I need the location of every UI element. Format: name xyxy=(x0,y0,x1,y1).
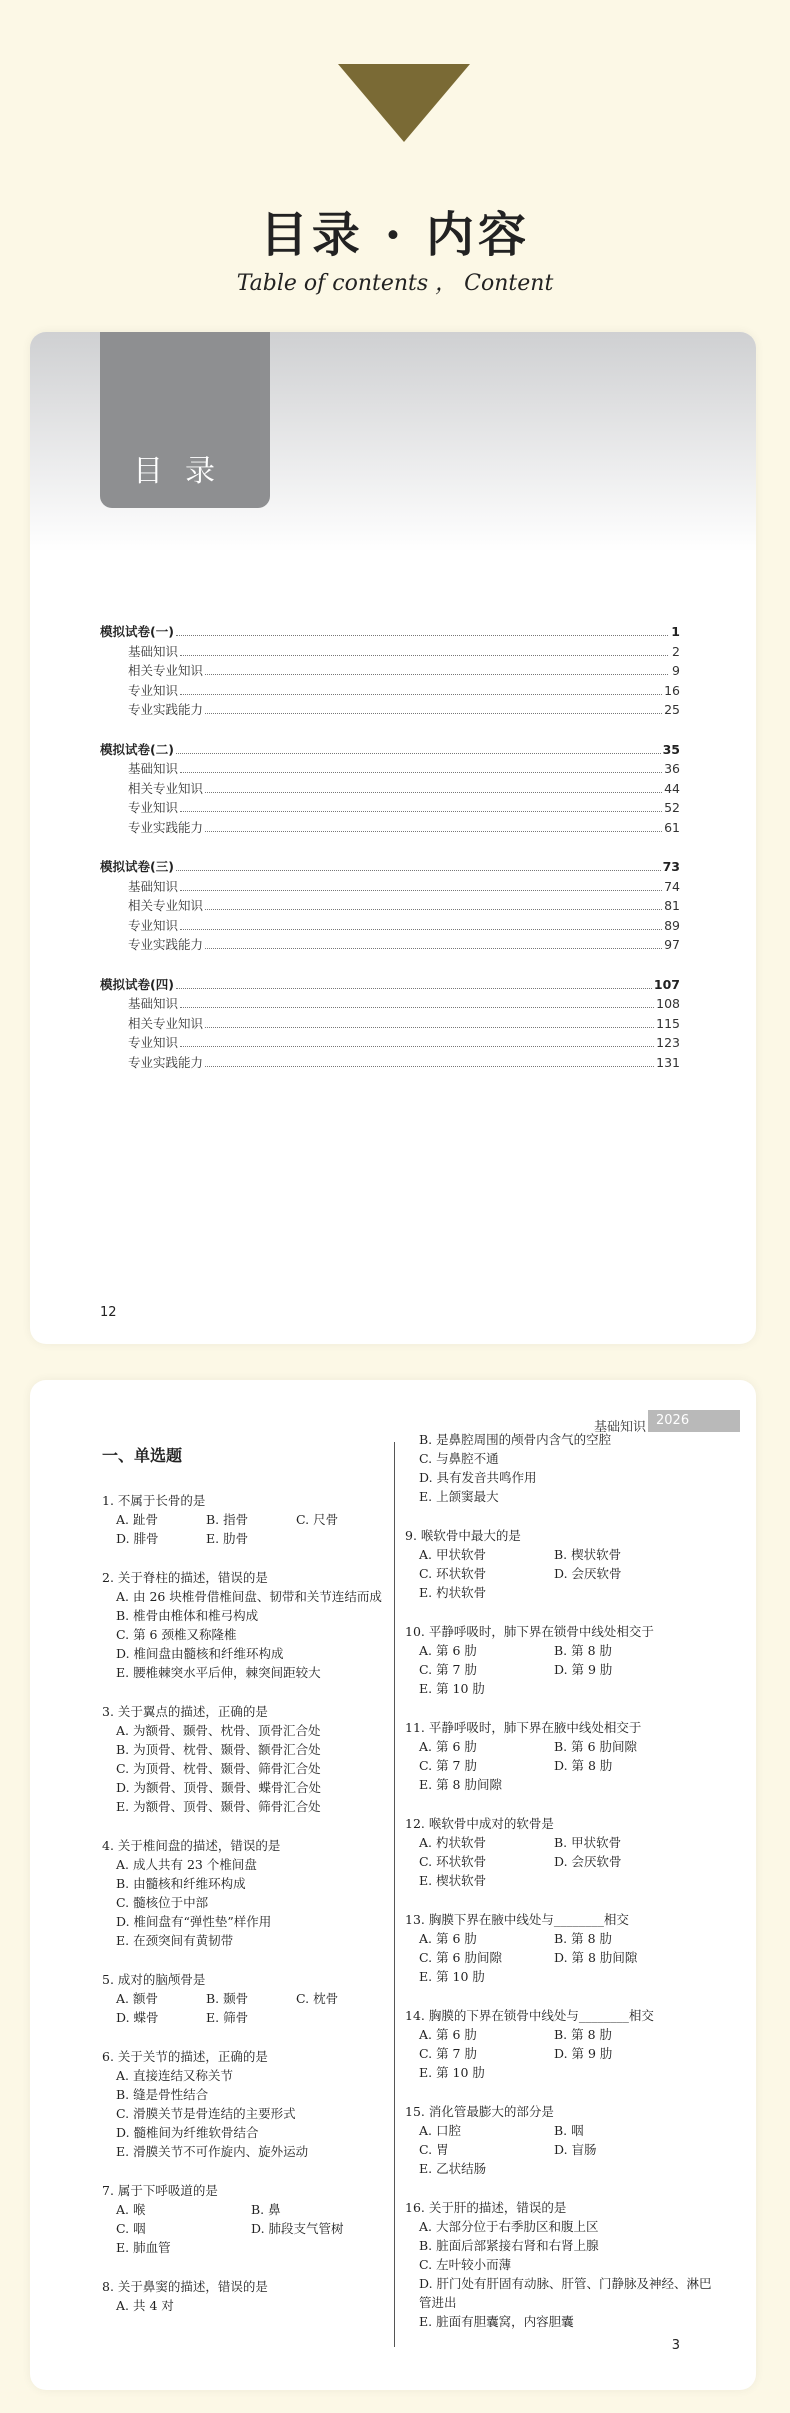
option: E. 第 10 肋 xyxy=(419,1969,485,1984)
option-row xyxy=(419,1641,715,1660)
question xyxy=(102,1970,402,2027)
option: D. 椎间盘由髓核和纤维环构成 xyxy=(116,1646,284,1661)
toc-leader-dots xyxy=(176,976,652,989)
page-title: 目录 · 内容 xyxy=(259,207,531,263)
option: E. 肋骨 xyxy=(206,1531,249,1546)
option-row xyxy=(419,1948,715,1967)
option: E. 脏面有胆囊窝，内容胆囊 xyxy=(419,2314,574,2329)
exam-card xyxy=(30,1380,756,2390)
option: B. 第 8 肋 xyxy=(554,1643,613,1658)
option: D. 第 9 肋 xyxy=(554,2046,613,2061)
toc-entry-exam xyxy=(100,740,680,760)
option: B. 甲状软骨 xyxy=(554,1835,622,1850)
question-options xyxy=(405,1929,715,1986)
question-stem: 1. 不属于长骨的是 xyxy=(102,1493,206,1508)
option-row xyxy=(419,2121,715,2140)
option-row xyxy=(419,2025,715,2044)
question xyxy=(102,2181,402,2257)
option: C. 尺骨 xyxy=(296,1512,339,1527)
toc-leader-dots xyxy=(180,878,662,891)
option: B. 第 8 肋 xyxy=(554,1931,613,1946)
question xyxy=(405,1430,715,1506)
question-options xyxy=(102,1510,402,1548)
question xyxy=(405,2198,715,2331)
toc-list xyxy=(100,622,680,1092)
page-number: 12 xyxy=(100,1305,117,1320)
toc-leader-dots xyxy=(205,936,662,949)
option: B. 颞骨 xyxy=(206,1991,249,2006)
toc-entry-page: 89 xyxy=(664,917,680,933)
question-options xyxy=(405,1430,715,1506)
toc-leader-dots xyxy=(180,799,662,812)
option-row xyxy=(116,1529,402,1548)
toc-leader-dots xyxy=(205,819,662,832)
toc-entry-subject xyxy=(100,1033,680,1053)
question-stem: 6. 关于关节的描述，正确的是 xyxy=(102,2049,268,2064)
question-stem: 14. 胸膜的下界在锁骨中线处与________相交 xyxy=(405,2008,654,2023)
option: E. 楔状软骨 xyxy=(419,1873,487,1888)
question-options xyxy=(405,2121,715,2178)
option-row xyxy=(116,2008,402,2027)
toc-entry-subject xyxy=(100,681,680,701)
question xyxy=(102,1568,402,1682)
option-row xyxy=(419,1871,715,1890)
option: D. 椎间盘有“弹性垫”样作用 xyxy=(116,1914,272,1929)
question xyxy=(405,1622,715,1698)
option: D. 具有发音共鸣作用 xyxy=(419,1470,537,1485)
question-stem: 16. 关于肝的描述，错误的是 xyxy=(405,2200,567,2215)
option: E. 上颌窦最大 xyxy=(419,1489,499,1504)
toc-entry-page: 9 xyxy=(672,663,680,678)
option: C. 第 6 颈椎又称隆椎 xyxy=(116,1627,237,1642)
toc-entry-label: 基础知识 xyxy=(128,643,179,659)
question-options xyxy=(102,2296,402,2315)
question-stem: 7. 属于下呼吸道的是 xyxy=(102,2183,218,2198)
option: C. 第 6 肋间隙 xyxy=(419,1950,502,1965)
toc-leader-dots xyxy=(205,662,668,675)
option: C. 第 7 肋 xyxy=(419,1758,477,1773)
toc-leader-dots xyxy=(180,760,662,773)
toc-entry-exam xyxy=(100,857,680,877)
page-subtitle: Table of contents ， Content xyxy=(236,271,554,296)
option: A. 第 6 肋 xyxy=(419,1739,477,1754)
option: C. 环状软骨 xyxy=(419,1566,487,1581)
toc-entry-page: 107 xyxy=(653,976,680,992)
header-label: 基础知识 xyxy=(593,1420,646,1435)
question-options xyxy=(102,1989,402,2027)
question-options xyxy=(102,1855,402,1950)
option: C. 髓核位于中部 xyxy=(116,1895,209,1910)
toc-entry-subject xyxy=(100,935,680,955)
option: B. 第 8 肋 xyxy=(554,2027,613,2042)
question-stem: 13. 胸膜下界在腋中线处与________相交 xyxy=(405,1912,629,1927)
column-divider xyxy=(394,1442,395,2347)
option-row xyxy=(419,2140,715,2159)
question-options xyxy=(405,1545,715,1602)
question-options xyxy=(102,2200,402,2257)
toc-entry-label: 相关专业知识 xyxy=(128,780,204,796)
option-row xyxy=(116,2200,402,2219)
option: D. 腓骨 xyxy=(116,1531,159,1546)
option: C. 咽 xyxy=(116,2221,146,2236)
option: B. 脏面后部紧接右肾和右肾上腺 xyxy=(419,2238,599,2253)
toc-leader-dots xyxy=(180,1034,654,1047)
toc-entry-label: 专业知识 xyxy=(128,800,179,815)
question-stem: 10. 平静呼吸时，肺下界在锁骨中线处相交于 xyxy=(405,1624,654,1639)
toc-entry-label: 基础知识 xyxy=(128,761,179,776)
toc-entry-exam xyxy=(100,975,680,995)
option: D. 会厌软骨 xyxy=(554,1854,622,1869)
toc-entry-label: 相关专业知识 xyxy=(128,1015,204,1031)
toc-entry-page: 108 xyxy=(656,996,680,1011)
toc-tab xyxy=(100,332,270,508)
question xyxy=(405,1910,715,1986)
toc-entry-label: 专业实践能力 xyxy=(128,819,204,835)
toc-entry-subject xyxy=(100,896,680,916)
toc-entry-subject xyxy=(100,798,680,818)
option: A. 为额骨、颞骨、枕骨、顶骨汇合处 xyxy=(116,1723,321,1738)
toc-entry-page: 115 xyxy=(656,1015,680,1031)
option-row xyxy=(419,1660,715,1679)
toc-section xyxy=(100,857,680,955)
option: C. 为顶骨、枕骨、颞骨、筛骨汇合处 xyxy=(116,1761,321,1776)
option-row xyxy=(419,1852,715,1871)
option: A. 第 6 肋 xyxy=(419,1643,477,1658)
option: E. 肺血管 xyxy=(116,2240,171,2255)
option: B. 是鼻腔周围的颅骨内含气的空腔 xyxy=(419,1432,612,1447)
question xyxy=(405,2006,715,2082)
question xyxy=(102,1491,402,1548)
toc-entry-subject xyxy=(100,759,680,779)
option: A. 口腔 xyxy=(419,2123,461,2138)
question xyxy=(102,1702,402,1816)
question-stem: 3. 关于翼点的描述，正确的是 xyxy=(102,1704,268,1719)
decorative-triangle xyxy=(338,64,470,142)
question-stem: 4. 关于椎间盘的描述，错误的是 xyxy=(102,1838,281,1853)
option: E. 第 10 肋 xyxy=(419,2065,485,2080)
toc-entry-page: 52 xyxy=(664,800,680,815)
question xyxy=(405,1814,715,1890)
toc-leader-dots xyxy=(176,741,661,754)
toc-section xyxy=(100,740,680,838)
option: E. 第 8 肋间隙 xyxy=(419,1777,502,1792)
question-options xyxy=(102,1587,402,1682)
toc-entry-page: 74 xyxy=(664,878,680,894)
option-row xyxy=(419,2159,715,2178)
toc-leader-dots xyxy=(205,1054,654,1067)
toc-entry-page: 81 xyxy=(664,898,680,913)
toc-entry-subject xyxy=(100,1014,680,1034)
option-row xyxy=(419,1564,715,1583)
question-stem: 9. 喉软骨中最大的是 xyxy=(405,1528,521,1543)
toc-entry-subject xyxy=(100,700,680,720)
toc-entry-subject xyxy=(100,994,680,1014)
option-row xyxy=(116,2238,402,2257)
option-row xyxy=(116,1510,402,1529)
option: E. 在颈突间有黄韧带 xyxy=(116,1933,234,1948)
option: D. 第 9 肋 xyxy=(554,1662,613,1677)
option-row xyxy=(419,1737,715,1756)
question-options xyxy=(102,2066,402,2161)
toc-entry-label: 专业实践能力 xyxy=(128,1054,204,1070)
toc-entry-subject xyxy=(100,916,680,936)
question-options xyxy=(405,2217,715,2331)
question-stem: 15. 消化管最膨大的部分是 xyxy=(405,2104,554,2119)
toc-entry-label: 专业知识 xyxy=(128,917,179,933)
option: A. 第 6 肋 xyxy=(419,2027,477,2042)
option-row xyxy=(419,1967,715,1986)
question-options xyxy=(405,1737,715,1794)
toc-entry-label: 模拟试卷(四) xyxy=(100,976,174,992)
option: E. 为额骨、顶骨、颞骨、筛骨汇合处 xyxy=(116,1799,321,1814)
option-row xyxy=(419,1679,715,1698)
toc-entry-label: 专业实践能力 xyxy=(128,702,204,717)
question-stem: 12. 喉软骨中成对的软骨是 xyxy=(405,1816,554,1831)
option: A. 第 6 肋 xyxy=(419,1931,477,1946)
option: E. 筛骨 xyxy=(206,2010,249,2025)
option: C. 与鼻腔不通 xyxy=(419,1451,499,1466)
toc-entry-label: 相关专业知识 xyxy=(128,898,204,913)
option: D. 髓椎间为纤维软骨结合 xyxy=(116,2125,259,2140)
toc-entry-subject xyxy=(100,642,680,662)
option: D. 第 8 肋 xyxy=(554,1758,613,1773)
question xyxy=(102,2047,402,2161)
question xyxy=(405,1526,715,1602)
option: A. 杓状软骨 xyxy=(419,1835,486,1850)
question-stem: 2. 关于脊柱的描述，错误的是 xyxy=(102,1570,268,1585)
option: A. 共 4 对 xyxy=(116,2298,174,2313)
option: E. 腰椎棘突水平后伸，棘突间距较大 xyxy=(116,1665,321,1680)
toc-entry-subject xyxy=(100,1053,680,1073)
question-options xyxy=(102,1721,402,1816)
toc-entry-page: 97 xyxy=(664,937,680,952)
option: D. 肝门处有肝固有动脉、肝管、门静脉及神经、淋巴管进出 xyxy=(419,2276,712,2310)
toc-entry-page: 131 xyxy=(656,1054,680,1070)
toc-tab-label: 目录 xyxy=(133,454,237,489)
page-number: 3 xyxy=(671,2338,680,2353)
header-year-badge: 2026 xyxy=(648,1410,740,1432)
option: C. 第 7 肋 xyxy=(419,1662,477,1677)
toc-entry-page: 61 xyxy=(664,819,680,835)
toc-entry-label: 模拟试卷(一) xyxy=(100,624,174,639)
toc-leader-dots xyxy=(180,682,662,695)
option: B. 鼻 xyxy=(251,2202,281,2217)
option: B. 由髓核和纤维环构成 xyxy=(116,1876,246,1891)
option: C. 枕骨 xyxy=(296,1991,339,2006)
toc-section xyxy=(100,622,680,720)
option: A. 趾骨 xyxy=(116,1512,158,1527)
toc-entry-label: 相关专业知识 xyxy=(128,663,204,678)
option: C. 滑膜关节是骨连结的主要形式 xyxy=(116,2106,296,2121)
question-stem: 11. 平静呼吸时，肺下界在腋中线处相交于 xyxy=(405,1720,642,1735)
toc-entry-label: 基础知识 xyxy=(128,878,179,894)
option: C. 左叶较小而薄 xyxy=(419,2257,512,2272)
question xyxy=(405,2102,715,2178)
question xyxy=(102,2277,402,2315)
option: E. 第 10 肋 xyxy=(419,1681,485,1696)
toc-leader-dots xyxy=(180,643,668,656)
option: D. 第 8 肋间隙 xyxy=(554,1950,638,1965)
option: E. 杓状软骨 xyxy=(419,1585,487,1600)
option: A. 大部分位于右季肋区和腹上区 xyxy=(419,2219,599,2234)
question xyxy=(405,1718,715,1794)
toc-entry-label: 专业知识 xyxy=(128,682,179,698)
option: C. 环状软骨 xyxy=(419,1854,487,1869)
option: D. 会厌软骨 xyxy=(554,1566,622,1581)
toc-entry-page: 36 xyxy=(664,761,680,776)
option: B. 为顶骨、枕骨、颞骨、额骨汇合处 xyxy=(116,1742,321,1757)
toc-entry-page: 16 xyxy=(664,682,680,698)
option-row xyxy=(116,2219,402,2238)
option-row xyxy=(419,1775,715,1794)
toc-leader-dots xyxy=(176,623,668,636)
option: D. 蝶骨 xyxy=(116,2010,159,2025)
toc-entry-page: 35 xyxy=(662,741,680,757)
option: B. 第 6 肋间隙 xyxy=(554,1739,638,1754)
toc-entry-subject xyxy=(100,877,680,897)
toc-entry-label: 模拟试卷(二) xyxy=(100,741,174,757)
option: E. 乙状结肠 xyxy=(419,2161,487,2176)
option: A. 由 26 块椎骨借椎间盘、韧带和关节连结而成 xyxy=(116,1589,382,1604)
question-options xyxy=(405,2025,715,2082)
toc-card xyxy=(30,332,756,1344)
option-row xyxy=(419,1833,715,1852)
option-row xyxy=(419,2044,715,2063)
option: B. 椎骨由椎体和椎弓构成 xyxy=(116,1608,259,1623)
option: C. 胃 xyxy=(419,2142,449,2157)
option: A. 成人共有 23 个椎间盘 xyxy=(116,1857,257,1872)
option: D. 盲肠 xyxy=(554,2142,597,2157)
question xyxy=(102,1836,402,1950)
toc-leader-dots xyxy=(180,917,662,930)
option: D. 肺段支气管树 xyxy=(251,2221,344,2236)
option: B. 指骨 xyxy=(206,1512,249,1527)
option: A. 直接连结又称关节 xyxy=(116,2068,233,2083)
option-row xyxy=(419,1929,715,1948)
toc-leader-dots xyxy=(180,995,654,1008)
toc-entry-page: 25 xyxy=(664,702,680,717)
toc-entry-page: 44 xyxy=(664,780,680,796)
toc-leader-dots xyxy=(205,701,662,714)
option: A. 喉 xyxy=(116,2202,146,2217)
option: E. 滑膜关节不可作旋内、旋外运动 xyxy=(116,2144,309,2159)
toc-entry-subject xyxy=(100,661,680,681)
option: A. 甲状软骨 xyxy=(419,1547,486,1562)
toc-leader-dots xyxy=(205,1015,654,1028)
option: B. 咽 xyxy=(554,2123,584,2138)
section-title: 一、单选题 xyxy=(102,1446,183,1465)
right-column xyxy=(405,1430,715,2351)
option-row xyxy=(419,1583,715,1602)
question-stem: 8. 关于鼻窦的描述，错误的是 xyxy=(102,2279,268,2294)
question-options xyxy=(405,1833,715,1890)
toc-entry-label: 专业实践能力 xyxy=(128,937,204,952)
toc-entry-page: 73 xyxy=(662,859,680,874)
toc-entry-subject xyxy=(100,818,680,838)
option: D. 为额骨、顶骨、颞骨、蝶骨汇合处 xyxy=(116,1780,322,1795)
toc-entry-label: 模拟试卷(三) xyxy=(100,859,174,874)
option: B. 缝是骨性结合 xyxy=(116,2087,209,2102)
question-stem: 5. 成对的脑颅骨是 xyxy=(102,1972,206,1987)
toc-entry-label: 基础知识 xyxy=(128,996,179,1011)
option: C. 第 7 肋 xyxy=(419,2046,477,2061)
toc-entry-exam xyxy=(100,622,680,642)
toc-section xyxy=(100,975,680,1073)
toc-leader-dots xyxy=(205,897,662,910)
question-options xyxy=(405,1641,715,1698)
toc-entry-page: 1 xyxy=(671,624,680,639)
toc-entry-page: 2 xyxy=(672,643,680,659)
toc-entry-subject xyxy=(100,779,680,799)
option: B. 楔状软骨 xyxy=(554,1547,622,1562)
toc-entry-page: 123 xyxy=(656,1035,680,1050)
option-row xyxy=(419,2063,715,2082)
toc-entry-label: 专业知识 xyxy=(128,1035,179,1050)
toc-leader-dots xyxy=(176,858,661,871)
left-column xyxy=(102,1430,402,2335)
option-row xyxy=(419,1756,715,1775)
option: A. 额骨 xyxy=(116,1991,158,2006)
toc-leader-dots xyxy=(205,780,662,793)
option-row xyxy=(116,1989,402,2008)
option-row xyxy=(419,1545,715,1564)
